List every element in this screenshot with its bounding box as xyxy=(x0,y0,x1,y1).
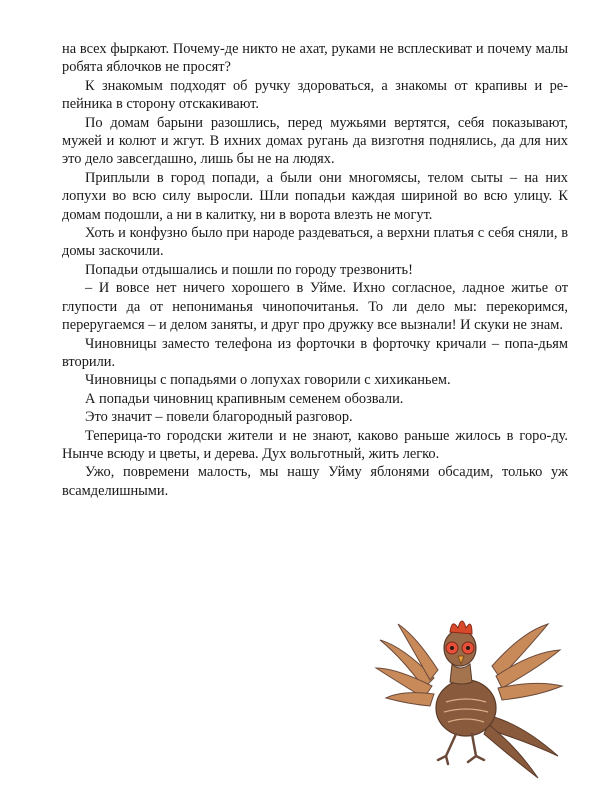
paragraph: Попадьи отдышались и пошли по городу трезвонить! xyxy=(85,261,413,278)
paragraph: По домам барыни разошлись, перед мужьями вертятся, себя показывают, мужей и колют и жгут. В ихних домах ругань да визготня поднялись, да для них это дело завсегдашно, лишь бы не на людях. xyxy=(62,114,568,168)
page-body xyxy=(62,40,568,500)
paragraph: – И вовсе нет ничего хорошего в Уйме. Ихно согласное, ладное житье от глупости да от непониманья чинопочитанья. То ли дело мы: перекоримся, переругаемся – и делом заняты, и друг про дружку все вызнали! И скуки не знам. xyxy=(62,280,568,334)
paragraph: Чиновницы заместо телефона из форточки в форточку кричали – попа-дьям вторили. xyxy=(62,335,568,370)
comb xyxy=(450,621,472,634)
paragraph: на всех фыркают. Почему-де никто не ахат, руками не всплескиват и почему малы робята яблочков не просят? xyxy=(62,41,568,76)
bird-body xyxy=(436,680,496,736)
paragraph: А попадьи чиновниц крапивным семенем обозвали. xyxy=(85,390,404,407)
paragraph: Чиновницы с попадьями о лопухах говорили с хихиканьем. xyxy=(85,372,451,389)
paragraph: Приплыли в город попади, а были они многомясы, телом сыты – на них лопухи во всю силу выросли. Шли попадьи каждая шириной во всю улицу. К домам подошли, а ни в калитку, ни в ворота влезть не могут. xyxy=(62,169,568,223)
rooster-bird-icon xyxy=(372,606,572,786)
paragraph: Это значит – повели благородный разговор. xyxy=(85,409,353,426)
paragraph: К знакомым подходят об ручку здороваться, а знакомы от крапивы и ре-пейника в сторону отскакивают. xyxy=(62,77,568,113)
right-wing xyxy=(492,624,562,700)
paragraph: Ужо, повремени малость, мы нашу Уйму яблонями обсадим, только уж всамделишными. xyxy=(62,464,568,499)
legs xyxy=(438,734,484,764)
tail xyxy=(484,716,558,778)
paragraph: Теперица-то городски жители и не знают, каково раньше жилось в горо-ду. Нынче всюду и цветы, и дерева. Дух вольготный, жить легко. xyxy=(62,427,568,462)
paragraph: Хоть и конфузно было при народе раздеваться, а верхни платья с себя сняли, в домы заскочили. xyxy=(62,225,568,260)
left-wing xyxy=(376,624,438,706)
